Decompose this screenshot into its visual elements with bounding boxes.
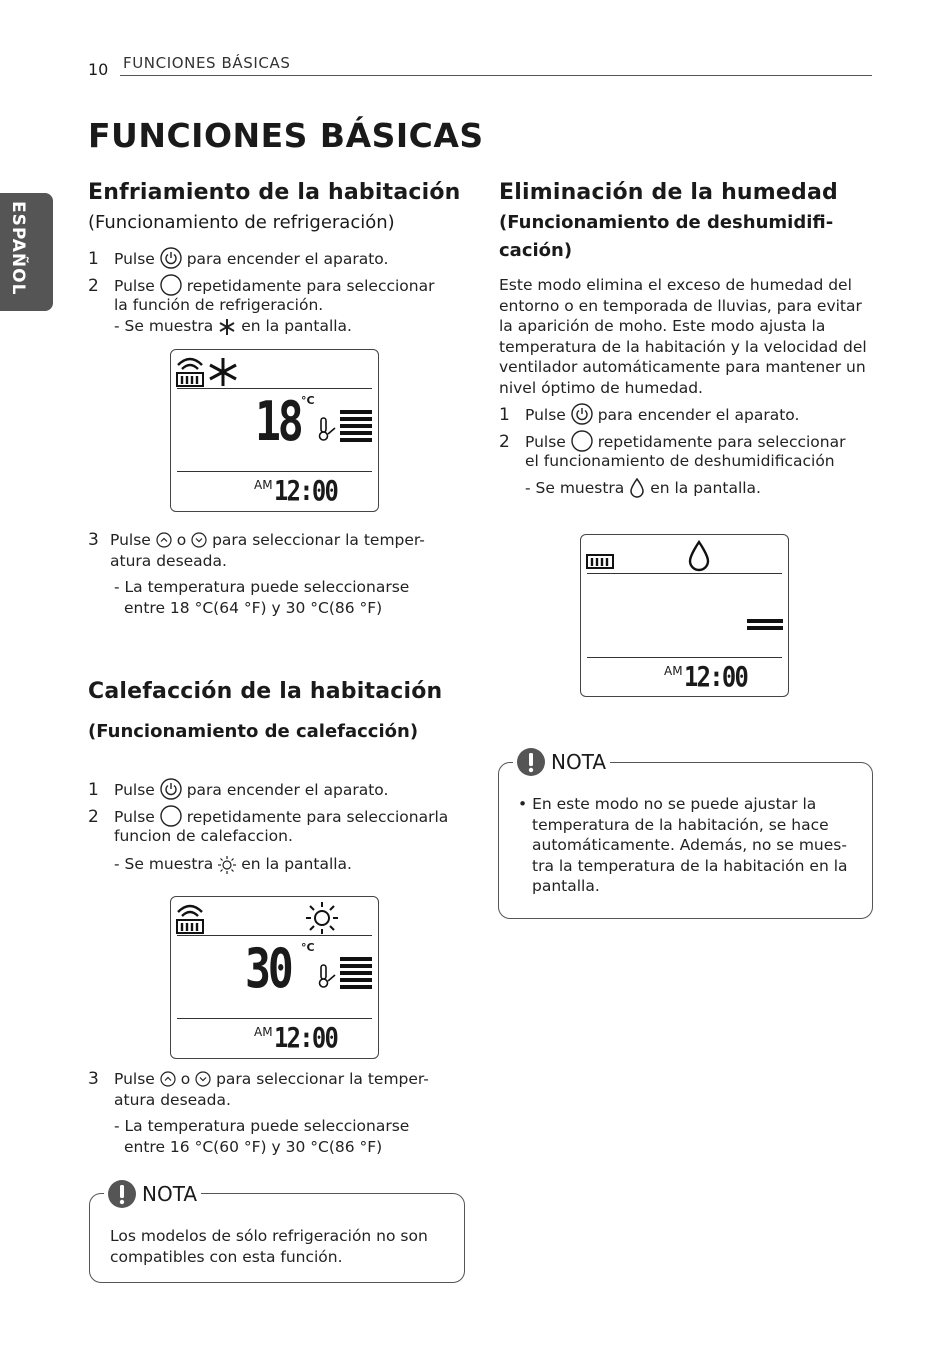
- heating-step-3-sub-2: entre 16 °C(60 °F) y 30 °C(86 °F): [124, 1138, 383, 1156]
- desc-line: la aparición de moho. Este modo ajusta la: [499, 317, 826, 335]
- step-number: 1: [88, 249, 99, 269]
- temp-up-icon: [156, 532, 172, 548]
- lcd-clock: 12:00: [684, 660, 748, 693]
- cooling-subtitle: (Funcionamiento de refrigeración): [88, 212, 395, 233]
- lcd-ampm: AM: [664, 664, 683, 678]
- header-rule: [120, 75, 872, 76]
- heating-note-line-1: Los modelos de sólo refrigeración no son: [110, 1227, 428, 1245]
- temp-down-icon: [195, 1071, 211, 1087]
- dehumid-step-1: [499, 403, 799, 426]
- temp-down-icon: [191, 532, 207, 548]
- page-number: 10: [88, 60, 109, 79]
- lcd-divider: [587, 657, 782, 658]
- exclamation-icon: [517, 748, 545, 776]
- dehumid-subtitle-line-2: cación): [499, 240, 573, 261]
- step-text: para seleccionar la temper-: [212, 531, 425, 549]
- step-text: o: [180, 1070, 191, 1088]
- cooling-step-3-line-2: atura deseada.: [110, 552, 227, 570]
- step-text: repetidamente para seleccionarla: [186, 808, 449, 826]
- desc-line: temperatura de la habitación y la velocidad del: [499, 337, 867, 356]
- step-text: Pulse: [114, 250, 155, 268]
- dehumid-title: Eliminación de la humedad: [499, 180, 838, 205]
- lcd-divider: [177, 935, 372, 936]
- note-line: automáticamente. Además, no se mues-: [532, 836, 847, 854]
- desc-line: Este modo elimina el exceso de humedad del: [499, 276, 852, 294]
- fan-speed-thermo-icon: [317, 408, 373, 444]
- step-text: para encender el aparato.: [186, 250, 389, 268]
- heating-step-3-line-2: atura deseada.: [114, 1091, 231, 1109]
- lcd-ampm: AM: [254, 478, 273, 492]
- wireless-battery-snowflake-icon: [175, 353, 241, 389]
- lcd-divider: [177, 388, 372, 389]
- lcd-clock: 12:00: [274, 474, 338, 507]
- dehumid-step-2-line-2: el funcionamiento de deshumidificación: [525, 452, 835, 470]
- note-line: temperatura de la habitación, se hace: [532, 815, 829, 834]
- step-number: 2: [88, 276, 99, 296]
- lcd-divider: [177, 1018, 372, 1019]
- cooling-title: Enfriamiento de la habitación: [88, 180, 461, 205]
- desc-line: ventilador automáticamente para mantener un: [499, 358, 866, 376]
- step-text: para seleccionar la temper-: [216, 1070, 429, 1088]
- heating-subtitle: (Funcionamiento de calefacción): [88, 721, 419, 742]
- step-text: para encender el aparato.: [186, 781, 389, 799]
- running-header: FUNCIONES BÁSICAS: [123, 54, 291, 72]
- wireless-battery-icon: [175, 900, 209, 936]
- heating-note-line-2: compatibles con esta función.: [110, 1248, 343, 1266]
- lcd-unit: °C: [301, 941, 315, 954]
- power-button-icon: [160, 778, 182, 800]
- step-number: 3: [88, 530, 99, 550]
- step-number: 3: [88, 1069, 99, 1089]
- heating-step-2-sub: [114, 854, 352, 875]
- step-number: 2: [499, 432, 510, 452]
- step-text: Pulse: [525, 433, 566, 451]
- step-text: repetidamente para seleccionar: [186, 277, 435, 295]
- note-line: • En este modo no se puede ajustar la: [518, 795, 817, 813]
- dehumid-note-text: [518, 794, 848, 897]
- cooling-step-2-sub: [114, 316, 352, 337]
- sun-icon: [218, 856, 236, 874]
- sub-text: en la pantalla.: [650, 479, 761, 497]
- cooling-step-2-line-2: la función de refrigeración.: [114, 296, 324, 314]
- step-number: 2: [88, 807, 99, 827]
- step-text: Pulse: [114, 808, 155, 826]
- cooling-lcd-display: [170, 349, 379, 512]
- power-button-icon: [160, 247, 182, 269]
- sub-text: - Se muestra: [114, 855, 214, 873]
- note-label: NOTA: [142, 1182, 198, 1206]
- snowflake-icon: [218, 318, 236, 336]
- power-button-icon: [571, 403, 593, 425]
- dehumid-step-2-sub: [525, 478, 761, 499]
- dehumid-description: [499, 275, 867, 398]
- lcd-water-drop-icon: [687, 540, 711, 572]
- mode-button-icon: [160, 274, 182, 296]
- lcd-ampm: AM: [254, 1025, 273, 1039]
- desc-line: entorno o en temporada de lluvias, para evitar: [499, 296, 862, 315]
- step-text: o: [176, 531, 187, 549]
- step-text: para encender el aparato.: [597, 406, 800, 424]
- sub-text: - Se muestra: [525, 479, 625, 497]
- cooling-step-3-sub-2: entre 18 °C(64 °F) y 30 °C(86 °F): [124, 599, 383, 617]
- lcd-sun-icon: [305, 901, 339, 935]
- lcd-temperature: 18: [255, 390, 301, 453]
- water-drop-icon: [629, 478, 645, 498]
- heating-lcd-display: [170, 896, 379, 1059]
- language-side-tab: [0, 193, 53, 311]
- note-line: pantalla.: [532, 877, 600, 895]
- cooling-step-1: [88, 247, 388, 270]
- cooling-step-3-sub-1: - La temperatura puede seleccionarse: [114, 578, 410, 596]
- temp-up-icon: [160, 1071, 176, 1087]
- step-text: Pulse: [114, 1070, 155, 1088]
- dehumid-subtitle-line-1: (Funcionamiento de deshumidifi-: [499, 212, 834, 233]
- dehumid-step-2: [499, 430, 845, 453]
- cooling-step-2: [88, 274, 434, 297]
- step-number: 1: [88, 780, 99, 800]
- heating-step-3-sub-1: - La temperatura puede seleccionarse: [114, 1117, 410, 1135]
- heating-step-2-line-2: funcion de calefaccion.: [114, 827, 293, 845]
- note-label: NOTA: [551, 750, 607, 774]
- step-number: 1: [499, 405, 510, 425]
- step-text: Pulse: [114, 277, 155, 295]
- exclamation-icon: [108, 1180, 136, 1208]
- cooling-step-3: [88, 530, 425, 551]
- note-line: tra la temperatura de la habitación en la: [532, 856, 848, 875]
- dehumid-lcd-display: [580, 534, 789, 697]
- sub-text: - Se muestra: [114, 317, 214, 335]
- mode-button-icon: [160, 805, 182, 827]
- heating-step-2: [88, 805, 448, 828]
- heating-title: Calefacción de la habitación: [88, 679, 443, 704]
- step-text: Pulse: [110, 531, 151, 549]
- lcd-clock: 12:00: [274, 1021, 338, 1054]
- heating-step-1: [88, 778, 388, 801]
- sub-text: en la pantalla.: [241, 855, 352, 873]
- fan-speed-thermo-icon: [317, 955, 373, 991]
- fan-speed-bars-icon: [747, 619, 783, 631]
- heating-note-header: [104, 1180, 201, 1208]
- side-tab-label: ESPAÑOL: [8, 201, 28, 296]
- lcd-temperature: 30: [245, 937, 291, 1000]
- lcd-divider: [177, 471, 372, 472]
- mode-button-icon: [571, 430, 593, 452]
- dehumid-note-header: [513, 748, 610, 776]
- desc-line: nivel óptimo de humedad.: [499, 378, 703, 397]
- step-text: Pulse: [525, 406, 566, 424]
- sub-text: en la pantalla.: [241, 317, 352, 335]
- step-text: repetidamente para seleccionar: [597, 433, 846, 451]
- step-text: Pulse: [114, 781, 155, 799]
- heating-step-3: [88, 1069, 429, 1090]
- lcd-divider: [587, 573, 782, 574]
- battery-icon: [585, 552, 619, 570]
- lcd-unit: °C: [301, 394, 315, 407]
- page-title: FUNCIONES BÁSICAS: [88, 116, 484, 155]
